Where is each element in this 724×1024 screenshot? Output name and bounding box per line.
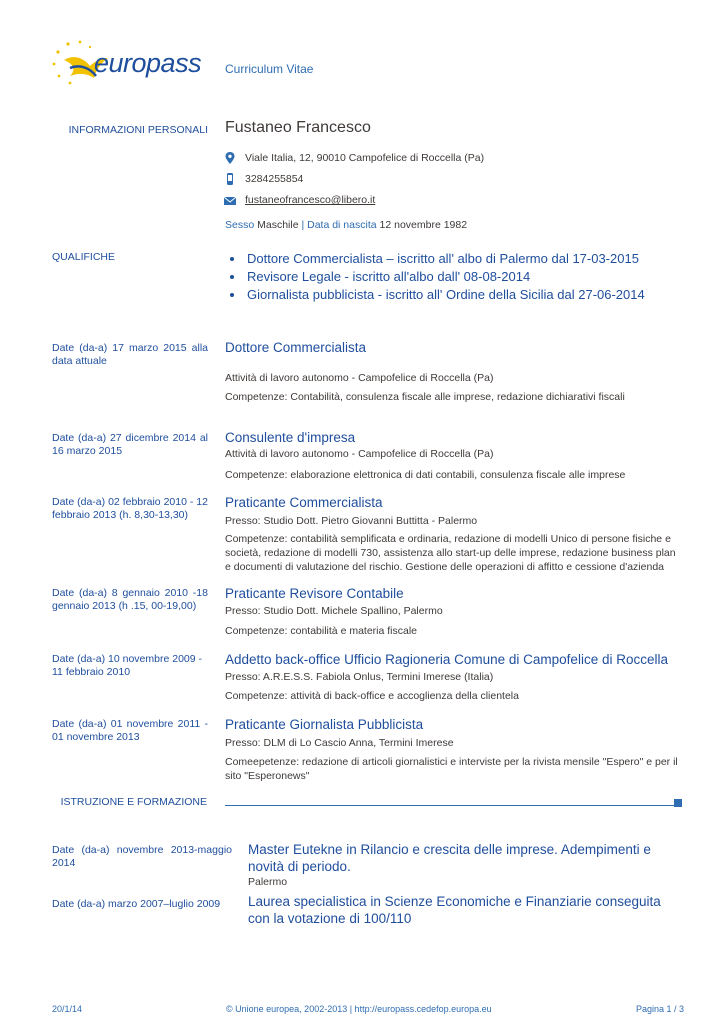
experience-skills: Competenze: contabilità semplificata e ordinaria, redazione di modelli Unico di persone fisiche e società, redazione di modelli 730, assistenza allo start-up delle imprese, redazione business plan e documenti di valutazione del rischio. Gestione delle operazioni di affitto e cessione d'azienda	[225, 533, 676, 573]
experience-title: Praticante Giornalista Pubblicista	[225, 717, 424, 732]
education-date: Date (da-a) novembre 2013-maggio 2014	[52, 844, 232, 869]
experience-skills: Competenze: attività di back-office e accoglienza della clientela	[225, 690, 519, 702]
section-divider-marker	[674, 799, 682, 807]
address-text: Viale Italia, 12, 90010 Campofelice di Roccella (Pa)	[245, 152, 485, 164]
section-divider	[225, 805, 674, 806]
footer-page-number: Pagina 1 / 3	[636, 1004, 685, 1014]
phone-text: 3284255854	[245, 173, 304, 185]
list-item: • Revisore Legale - iscritto all'albo dall' 08-08-2014	[245, 268, 645, 286]
section-label-personal: INFORMAZIONI PERSONALI	[68, 124, 208, 136]
experience-date: Date (da-a) 02 febbraio 2010 - 12 febbraio 2013 (h. 8,30-13,30)	[52, 496, 208, 521]
experience-date: Date (da-a) 01 novembre 2011 - 01 novembre 2013	[52, 718, 208, 743]
sex-label: Sesso	[225, 219, 255, 231]
experience-skills: Competenze: contabilità e materia fiscale	[225, 625, 418, 637]
experience-title: Praticante Commercialista	[225, 495, 383, 510]
email-link[interactable]: fustaneofrancesco@libero.it	[245, 194, 376, 206]
experience-date: Date (da-a) 10 novembre 2009 - 11 febbraio 2010	[52, 653, 202, 678]
doc-title: Curriculum Vitae	[225, 62, 314, 76]
experience-date: Date (da-a) 27 dicembre 2014 al 16 marzo 2015	[52, 432, 208, 457]
section-label-education: ISTRUZIONE E FORMAZIONE	[60, 796, 207, 808]
europass-logo	[50, 38, 210, 88]
education-place: Palermo	[248, 876, 288, 888]
footer-date: 20/1/14	[52, 1004, 83, 1014]
footer-copyright: © Unione europea, 2002-2013 | http://europass.cedefop.europa.eu	[226, 1004, 492, 1014]
education-date: Date (da-a) marzo 2007–luglio 2009	[52, 898, 221, 910]
experience-title: Praticante Revisore Contabile	[225, 586, 404, 601]
separator: |	[301, 219, 305, 231]
education-title: Master Eutekne in Rilancio e crescita delle imprese. Adempimenti e novità di periodo.	[248, 842, 651, 874]
experience-title: Dottore Commercialista	[225, 340, 367, 355]
list-item: • Dottore Commercialista – iscritto all' albo di Palermo dal 17-03-2015	[245, 250, 645, 268]
list-item: • Giornalista pubblicista - iscritto all' Ordine della Sicilia dal 27-06-2014	[245, 286, 645, 304]
experience-skills: Competenze: elaborazione elettronica di dati contabili, consulenza fiscale alle imprese	[225, 469, 626, 481]
birth-value: 12 novembre 1982	[379, 219, 468, 231]
qualifications-list	[225, 250, 645, 304]
sex-value: Maschile	[257, 219, 299, 231]
birth-label: Data di nascita	[307, 219, 377, 231]
email-icon	[224, 195, 236, 207]
mobile-phone-icon	[224, 173, 236, 185]
experience-place: Attività di lavoro autonomo - Campofelice di Roccella (Pa)	[225, 448, 494, 460]
experience-skills: Competenze: Contabilità, consulenza fiscale alle imprese, redazione dichiarativi fiscali	[225, 391, 625, 403]
europass-wordmark: europass	[94, 48, 202, 78]
location-icon	[224, 152, 236, 164]
experience-skills: Comeepetenze: redazione di articoli giornalistici e interviste per la rivista mensile "Espero" e per il sito "Esperonews"	[225, 756, 678, 782]
experience-place: Presso: A.R.E.S.S. Fabiola Onlus, Termini Imerese (Italia)	[225, 671, 494, 683]
education-title: Laurea specialistica in Scienze Economiche e Finanziarie conseguita con la votazione di 100/110	[248, 894, 661, 926]
experience-place: Attività di lavoro autonomo - Campofelice di Roccella (Pa)	[225, 372, 494, 384]
experience-place: Presso: Studio Dott. Michele Spallino, Palermo	[225, 605, 443, 617]
experience-title: Consulente d'impresa	[225, 430, 356, 445]
sex-birth-line	[225, 219, 467, 231]
experience-title: Addetto back-office Ufficio Ragioneria Comune di Campofelice di Roccella	[225, 652, 668, 667]
person-name: Fustaneo Francesco	[225, 119, 371, 136]
experience-date: Date (da-a) 17 marzo 2015 alla data attuale	[52, 342, 208, 367]
section-label-qualifications: QUALIFICHE	[52, 251, 116, 263]
experience-place: Presso: Studio Dott. Pietro Giovanni Buttitta - Palermo	[225, 515, 478, 527]
experience-date: Date (da-a) 8 gennaio 2010 -18 gennaio 2013 (h .15, 00-19,00)	[52, 587, 208, 612]
experience-place: Presso: DLM di Lo Cascio Anna, Termini Imerese	[225, 737, 454, 749]
